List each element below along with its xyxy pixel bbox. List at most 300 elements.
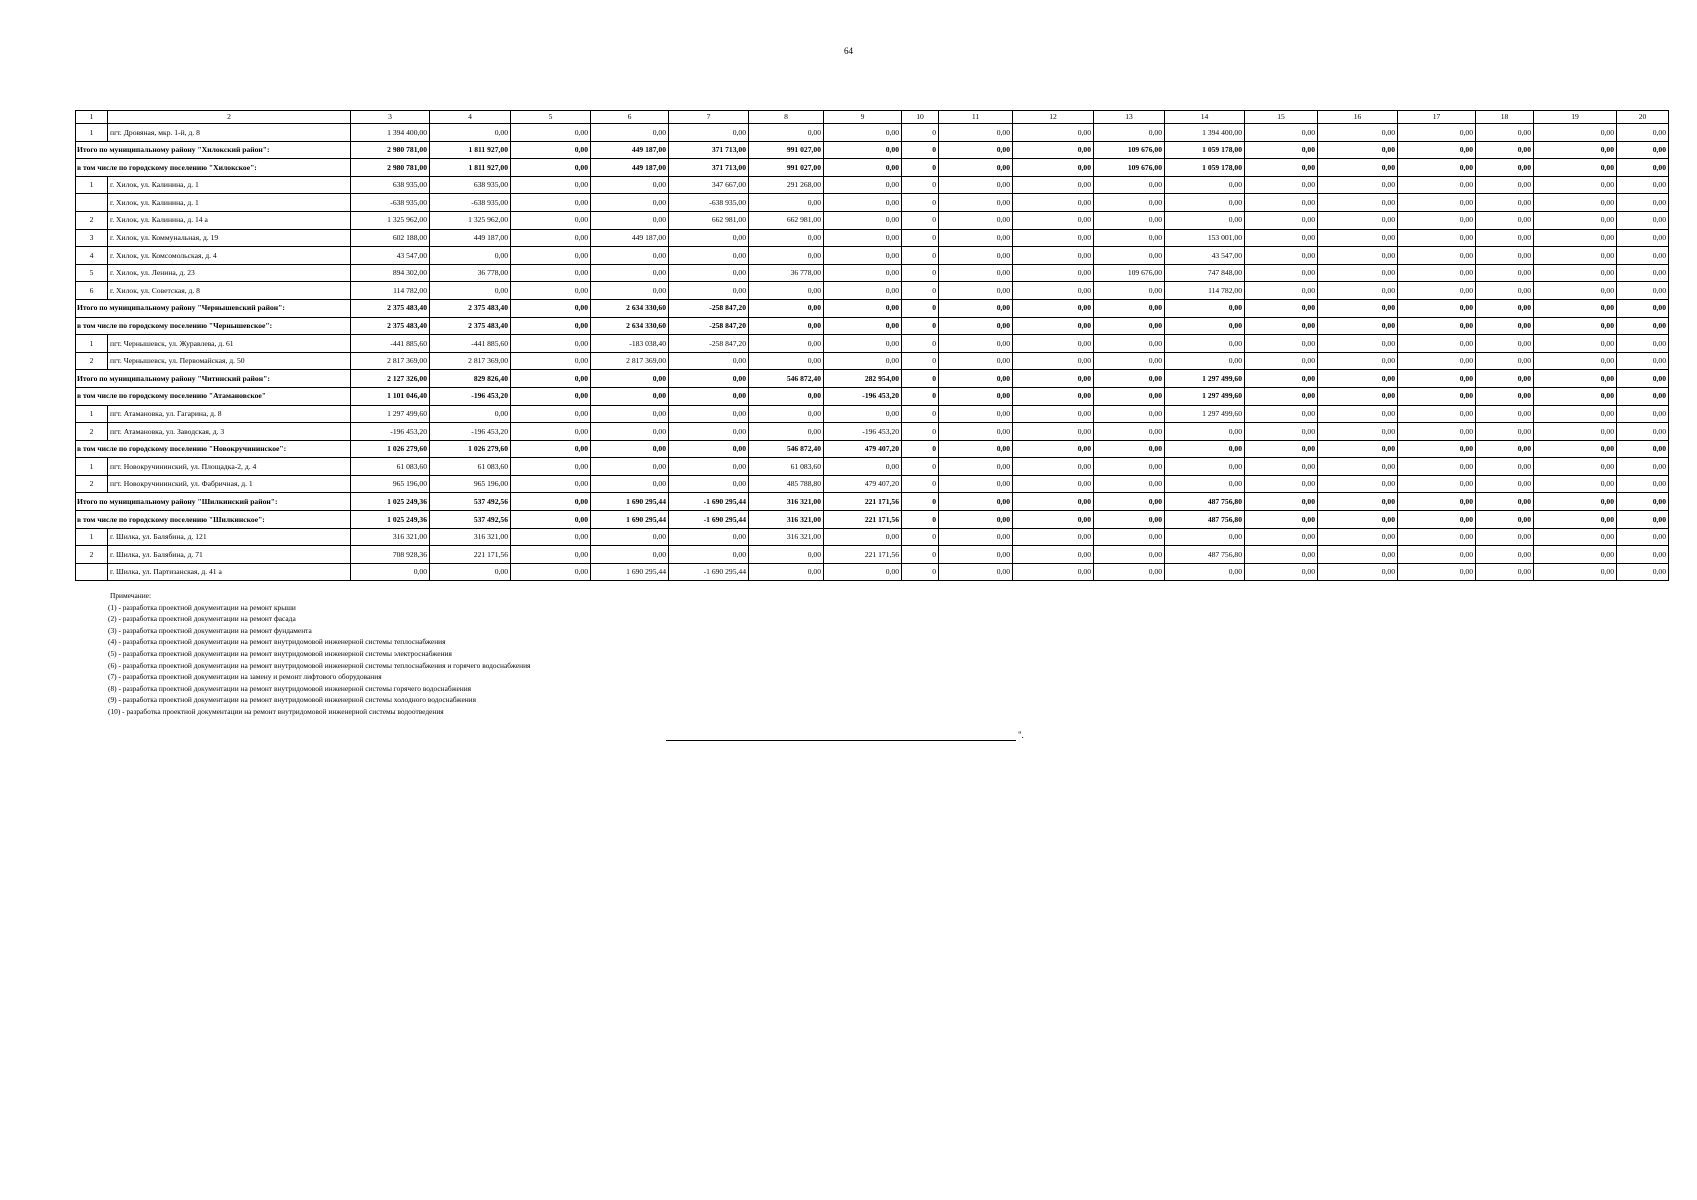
value-cell: 0,00 [1534, 528, 1617, 546]
column-header: 11 [939, 111, 1013, 124]
address-cell: г. Хилок, ул. Советская, д. 8 [108, 282, 351, 300]
value-cell: 0,00 [511, 159, 591, 177]
row-number [76, 563, 108, 581]
value-cell: 0,00 [1617, 370, 1669, 388]
value-cell: 0,00 [1013, 317, 1094, 335]
value-cell: 0,00 [1534, 141, 1617, 159]
value-cell: 0,00 [1476, 528, 1534, 546]
value-cell: 0,00 [749, 317, 824, 335]
value-cell: 0,00 [1013, 440, 1094, 458]
value-cell: 0,00 [591, 423, 669, 441]
value-cell: 0,00 [749, 352, 824, 370]
value-cell: 61 083,60 [749, 458, 824, 476]
value-cell: 0,00 [1165, 475, 1245, 493]
value-cell: 0,00 [591, 264, 669, 282]
value-cell: 0,00 [1318, 511, 1398, 529]
value-cell: 0,00 [1617, 335, 1669, 353]
value-cell: 0,00 [939, 511, 1013, 529]
subtotal-label: в том числе по городскому поселению "Атамановское" [76, 387, 351, 405]
value-cell: 0,00 [1013, 211, 1094, 229]
value-cell: 485 788,80 [749, 475, 824, 493]
value-cell: 0,00 [669, 370, 749, 388]
table-row [76, 475, 1669, 493]
value-cell: 1 297 499,60 [351, 405, 430, 423]
value-cell: 0,00 [1245, 124, 1318, 142]
address-cell: пгт. Новокручининский, ул. Площадка-2, д. 4 [108, 458, 351, 476]
value-cell: 0,00 [1013, 159, 1094, 177]
value-cell: 0,00 [669, 475, 749, 493]
value-cell: 1 025 249,36 [351, 511, 430, 529]
value-cell: 0,00 [511, 247, 591, 265]
value-cell: 0,00 [591, 387, 669, 405]
value-cell: 0,00 [1318, 493, 1398, 511]
address-cell: г. Хилок, ул. Калинина, д. 14 а [108, 211, 351, 229]
value-cell: 0,00 [1398, 264, 1476, 282]
value-cell: 0,00 [1398, 247, 1476, 265]
value-cell: 0,00 [1013, 229, 1094, 247]
value-cell: 0,00 [1534, 352, 1617, 370]
value-cell: 0,00 [1013, 176, 1094, 194]
value-cell: 0,00 [1476, 511, 1534, 529]
value-cell: 965 196,00 [430, 475, 511, 493]
value-cell: 0 [902, 124, 939, 142]
value-cell: 0,00 [939, 282, 1013, 300]
value-cell: 0,00 [430, 247, 511, 265]
value-cell: 0,00 [939, 387, 1013, 405]
value-cell: 0,00 [1165, 352, 1245, 370]
value-cell: 347 667,00 [669, 176, 749, 194]
value-cell: 109 676,00 [1094, 264, 1165, 282]
value-cell: 0 [902, 370, 939, 388]
value-cell: 2 817 369,00 [351, 352, 430, 370]
value-cell: 0,00 [511, 124, 591, 142]
signature-line [666, 740, 1016, 741]
value-cell: 0,00 [1398, 176, 1476, 194]
address-cell: г. Шилка, ул. Партизанская, д. 41 а [108, 563, 351, 581]
table-row [76, 194, 1669, 212]
value-cell: 0,00 [939, 563, 1013, 581]
value-cell: 2 980 781,00 [351, 141, 430, 159]
value-cell: 0,00 [1476, 423, 1534, 441]
value-cell: 0,00 [669, 229, 749, 247]
value-cell: 0,00 [1476, 282, 1534, 300]
value-cell: 0,00 [1398, 141, 1476, 159]
value-cell: 0,00 [1476, 176, 1534, 194]
value-cell: 0,00 [1165, 194, 1245, 212]
value-cell: -638 935,00 [351, 194, 430, 212]
value-cell: 1 690 295,44 [591, 563, 669, 581]
value-cell: 0 [902, 159, 939, 177]
value-cell: 0,00 [1318, 176, 1398, 194]
value-cell: 0,00 [824, 247, 902, 265]
value-cell: 0,00 [1094, 317, 1165, 335]
value-cell: 0,00 [1094, 511, 1165, 529]
table-row [76, 176, 1669, 194]
address-cell: г. Хилок, ул. Калинина, д. 1 [108, 176, 351, 194]
value-cell: 0,00 [1094, 423, 1165, 441]
address-cell: г. Хилок, ул. Комсомольская, д. 4 [108, 247, 351, 265]
value-cell: 0,00 [591, 176, 669, 194]
value-cell: 0,00 [749, 194, 824, 212]
value-cell: 0,00 [939, 475, 1013, 493]
value-cell: 0,00 [1245, 546, 1318, 564]
row-number: 4 [76, 247, 108, 265]
value-cell: 0,00 [1617, 194, 1669, 212]
value-cell: 0,00 [1476, 405, 1534, 423]
value-cell: 0,00 [1094, 229, 1165, 247]
value-cell: 0,00 [939, 528, 1013, 546]
value-cell: 0,00 [1617, 528, 1669, 546]
notes-list [108, 602, 530, 718]
subtotal-label: Итого по муниципальному району "Чернышевский район": [76, 299, 351, 317]
value-cell: 0,00 [1165, 211, 1245, 229]
page-number: 64 [844, 46, 853, 56]
row-number: 1 [76, 405, 108, 423]
value-cell: 0,00 [1534, 475, 1617, 493]
value-cell: 0,00 [1165, 299, 1245, 317]
table-body [76, 111, 1669, 581]
value-cell: 0,00 [1534, 335, 1617, 353]
value-cell: 0,00 [1318, 352, 1398, 370]
value-cell: 36 778,00 [430, 264, 511, 282]
value-cell: 0,00 [591, 405, 669, 423]
value-cell: 0,00 [1398, 229, 1476, 247]
value-cell: 449 187,00 [591, 159, 669, 177]
value-cell: 0,00 [591, 528, 669, 546]
value-cell: 0,00 [1013, 405, 1094, 423]
value-cell: 0,00 [1245, 563, 1318, 581]
value-cell: 0,00 [1245, 299, 1318, 317]
value-cell: 0 [902, 493, 939, 511]
column-header: 7 [669, 111, 749, 124]
value-cell: 829 826,40 [430, 370, 511, 388]
value-cell: 0,00 [1165, 458, 1245, 476]
value-cell: 0,00 [1398, 528, 1476, 546]
value-cell: -441 885,60 [430, 335, 511, 353]
value-cell: 1 297 499,60 [1165, 387, 1245, 405]
value-cell: 221 171,56 [824, 546, 902, 564]
column-header: 10 [902, 111, 939, 124]
value-cell: 0 [902, 511, 939, 529]
value-cell: 0,00 [749, 299, 824, 317]
value-cell: 0,00 [1245, 387, 1318, 405]
row-number: 2 [76, 352, 108, 370]
value-cell: -1 690 295,44 [669, 563, 749, 581]
value-cell: 0,00 [1318, 247, 1398, 265]
address-cell: г. Хилок, ул. Коммунальная, д. 19 [108, 229, 351, 247]
value-cell: 0,00 [1318, 440, 1398, 458]
subtotal-label: Итого по муниципальному району "Шилкинский район": [76, 493, 351, 511]
note-item: (4) - разработка проектной документации на ремонт внутридомовой инженерной системы теплоснабжения [108, 637, 446, 647]
value-cell: 0,00 [1476, 335, 1534, 353]
value-cell: 1 026 279,60 [430, 440, 511, 458]
value-cell: 0,00 [1245, 370, 1318, 388]
value-cell: 0,00 [824, 282, 902, 300]
note-item: (10) - разработка проектной документации на ремонт внутридомовой инженерной системы водоотведения [108, 706, 444, 716]
value-cell: 0,00 [1245, 423, 1318, 441]
value-cell: 0,00 [1398, 563, 1476, 581]
value-cell: 0 [902, 317, 939, 335]
value-cell: 638 935,00 [351, 176, 430, 194]
value-cell: 0,00 [1094, 352, 1165, 370]
value-cell: 0,00 [511, 194, 591, 212]
value-cell: 0,00 [669, 124, 749, 142]
value-cell: 0,00 [591, 282, 669, 300]
subtotal-row [76, 387, 1669, 405]
value-cell: 0 [902, 176, 939, 194]
value-cell: 0,00 [1094, 282, 1165, 300]
value-cell: 0,00 [1013, 124, 1094, 142]
value-cell: 1 101 046,40 [351, 387, 430, 405]
value-cell: 0,00 [1245, 282, 1318, 300]
value-cell: 0,00 [1318, 211, 1398, 229]
value-cell: 0,00 [511, 352, 591, 370]
table-row [76, 247, 1669, 265]
value-cell: 0,00 [1318, 528, 1398, 546]
value-cell: 0,00 [1245, 176, 1318, 194]
column-header: 14 [1165, 111, 1245, 124]
value-cell: 0,00 [351, 563, 430, 581]
value-cell: 0,00 [511, 335, 591, 353]
value-cell: 36 778,00 [749, 264, 824, 282]
column-header: 19 [1534, 111, 1617, 124]
value-cell: 0,00 [1534, 229, 1617, 247]
value-cell: 0,00 [591, 440, 669, 458]
value-cell: 0 [902, 194, 939, 212]
value-cell: 316 321,00 [749, 511, 824, 529]
value-cell: 0,00 [1318, 335, 1398, 353]
value-cell: 0,00 [1245, 194, 1318, 212]
value-cell: 0,00 [1617, 493, 1669, 511]
value-cell: 662 981,00 [669, 211, 749, 229]
value-cell: 0,00 [1398, 405, 1476, 423]
table-row [76, 405, 1669, 423]
value-cell: 0 [902, 440, 939, 458]
value-cell: 0,00 [1013, 458, 1094, 476]
row-number [76, 194, 108, 212]
value-cell: 0,00 [1398, 352, 1476, 370]
value-cell: 708 928,36 [351, 546, 430, 564]
subtotal-row [76, 299, 1669, 317]
value-cell: 0,00 [1165, 317, 1245, 335]
address-cell: пгт. Новокручининский, ул. Фабричная, д. 1 [108, 475, 351, 493]
value-cell: 0 [902, 528, 939, 546]
value-cell: 0,00 [591, 124, 669, 142]
value-cell: 0,00 [824, 229, 902, 247]
table-row [76, 211, 1669, 229]
value-cell: 0,00 [1534, 387, 1617, 405]
value-cell: 0,00 [1617, 159, 1669, 177]
value-cell: 0,00 [1245, 475, 1318, 493]
column-header: 3 [351, 111, 430, 124]
value-cell: 2 980 781,00 [351, 159, 430, 177]
value-cell: 0,00 [511, 141, 591, 159]
value-cell: 1 394 400,00 [1165, 124, 1245, 142]
value-cell: 0 [902, 405, 939, 423]
value-cell: 894 302,00 [351, 264, 430, 282]
value-cell: 0,00 [824, 299, 902, 317]
value-cell: 0,00 [939, 317, 1013, 335]
value-cell: 43 547,00 [351, 247, 430, 265]
value-cell: 0,00 [591, 546, 669, 564]
value-cell: 0,00 [1094, 546, 1165, 564]
value-cell: 1 325 962,00 [351, 211, 430, 229]
value-cell: 0,00 [1318, 475, 1398, 493]
value-cell: 0,00 [1534, 440, 1617, 458]
value-cell: 2 634 330,60 [591, 317, 669, 335]
value-cell: 0,00 [1476, 387, 1534, 405]
value-cell: 546 872,40 [749, 370, 824, 388]
value-cell: 0,00 [1165, 440, 1245, 458]
value-cell: 0,00 [1534, 511, 1617, 529]
value-cell: 0,00 [1617, 511, 1669, 529]
value-cell: 0,00 [824, 563, 902, 581]
value-cell: 0,00 [1318, 299, 1398, 317]
value-cell: 0,00 [1013, 387, 1094, 405]
value-cell: 0,00 [669, 440, 749, 458]
value-cell: 0,00 [1398, 546, 1476, 564]
value-cell: 61 083,60 [351, 458, 430, 476]
note-item: (2) - разработка проектной документации на ремонт фасада [108, 614, 296, 624]
value-cell: 0,00 [511, 211, 591, 229]
value-cell: 0,00 [1094, 493, 1165, 511]
value-cell: 0,00 [1165, 563, 1245, 581]
value-cell: 0,00 [1013, 423, 1094, 441]
column-header: 8 [749, 111, 824, 124]
value-cell: -258 847,20 [669, 335, 749, 353]
value-cell: 316 321,00 [749, 528, 824, 546]
value-cell: 0,00 [1013, 264, 1094, 282]
column-header: 17 [1398, 111, 1476, 124]
value-cell: 0,00 [511, 528, 591, 546]
table-row [76, 458, 1669, 476]
value-cell: 0,00 [511, 475, 591, 493]
value-cell: 0,00 [1318, 423, 1398, 441]
value-cell: 0,00 [1476, 317, 1534, 335]
value-cell: 0,00 [1013, 563, 1094, 581]
value-cell: 0,00 [511, 176, 591, 194]
value-cell: 0,00 [1476, 229, 1534, 247]
value-cell: 1 811 927,00 [430, 141, 511, 159]
value-cell: 0,00 [1617, 141, 1669, 159]
value-cell: 0,00 [1094, 405, 1165, 423]
value-cell: 0,00 [1013, 194, 1094, 212]
row-number: 1 [76, 335, 108, 353]
value-cell: 0,00 [1318, 264, 1398, 282]
value-cell: 0,00 [1398, 387, 1476, 405]
address-cell: пгт. Чернышевск, ул. Первомайская, д. 50 [108, 352, 351, 370]
value-cell: 0,00 [591, 247, 669, 265]
address-cell: пгт. Атамановка, ул. Гагарина, д. 8 [108, 405, 351, 423]
value-cell: 537 492,56 [430, 493, 511, 511]
value-cell: 0,00 [1013, 370, 1094, 388]
value-cell: 0,00 [749, 335, 824, 353]
value-cell: 0,00 [669, 247, 749, 265]
value-cell: -196 453,20 [824, 387, 902, 405]
value-cell: 0,00 [1318, 141, 1398, 159]
value-cell: 0 [902, 141, 939, 159]
value-cell: 0,00 [1617, 546, 1669, 564]
subtotal-row [76, 317, 1669, 335]
value-cell: 0,00 [1318, 159, 1398, 177]
value-cell: 0,00 [1245, 405, 1318, 423]
value-cell: 0,00 [1094, 440, 1165, 458]
value-cell: 0,00 [1476, 440, 1534, 458]
value-cell: 0 [902, 423, 939, 441]
value-cell: 487 756,80 [1165, 493, 1245, 511]
value-cell: 0,00 [669, 528, 749, 546]
subtotal-row [76, 493, 1669, 511]
address-cell: г. Хилок, ул. Ленина, д. 23 [108, 264, 351, 282]
value-cell: 0,00 [1534, 124, 1617, 142]
value-cell: 0,00 [824, 264, 902, 282]
value-cell: 1 059 178,00 [1165, 141, 1245, 159]
table-row [76, 335, 1669, 353]
value-cell: 0,00 [1617, 176, 1669, 194]
value-cell: 0,00 [824, 458, 902, 476]
value-cell: 0,00 [749, 563, 824, 581]
value-cell: 316 321,00 [351, 528, 430, 546]
value-cell: 0,00 [669, 458, 749, 476]
value-cell: 0,00 [1398, 493, 1476, 511]
value-cell: 0,00 [1245, 247, 1318, 265]
value-cell: 0,00 [1398, 458, 1476, 476]
value-cell: 0,00 [939, 194, 1013, 212]
value-cell: 114 782,00 [351, 282, 430, 300]
value-cell: 0,00 [1318, 194, 1398, 212]
row-number: 2 [76, 475, 108, 493]
value-cell: 0 [902, 282, 939, 300]
value-cell: -196 453,20 [351, 423, 430, 441]
value-cell: 0,00 [1013, 141, 1094, 159]
value-cell: 316 321,00 [430, 528, 511, 546]
value-cell: 0,00 [1476, 247, 1534, 265]
value-cell: 0,00 [939, 211, 1013, 229]
value-cell: 0,00 [1398, 124, 1476, 142]
value-cell: 479 407,20 [824, 475, 902, 493]
value-cell: 2 375 483,40 [430, 317, 511, 335]
value-cell: 0,00 [1318, 124, 1398, 142]
value-cell: 0,00 [749, 423, 824, 441]
value-cell: 1 297 499,60 [1165, 405, 1245, 423]
value-cell: 0,00 [430, 563, 511, 581]
value-cell: 0,00 [824, 176, 902, 194]
value-cell: 449 187,00 [430, 229, 511, 247]
table-header-row [76, 111, 1669, 124]
value-cell: 0,00 [939, 370, 1013, 388]
value-cell: 0,00 [1245, 511, 1318, 529]
value-cell: 0,00 [824, 352, 902, 370]
value-cell: 61 083,60 [430, 458, 511, 476]
row-number: 2 [76, 211, 108, 229]
value-cell: 0,00 [511, 317, 591, 335]
value-cell: 0,00 [824, 405, 902, 423]
value-cell: 0,00 [1318, 563, 1398, 581]
column-header: 16 [1318, 111, 1398, 124]
value-cell: 0,00 [591, 211, 669, 229]
value-cell: 0,00 [1318, 229, 1398, 247]
value-cell: 0,00 [1476, 352, 1534, 370]
value-cell: 0 [902, 264, 939, 282]
value-cell: 0,00 [1318, 405, 1398, 423]
value-cell: 0,00 [511, 493, 591, 511]
value-cell: 153 001,00 [1165, 229, 1245, 247]
value-cell: 2 127 326,00 [351, 370, 430, 388]
value-cell: 0,00 [1245, 458, 1318, 476]
value-cell: 0,00 [1245, 159, 1318, 177]
value-cell: 0,00 [1013, 528, 1094, 546]
value-cell: 0,00 [824, 141, 902, 159]
